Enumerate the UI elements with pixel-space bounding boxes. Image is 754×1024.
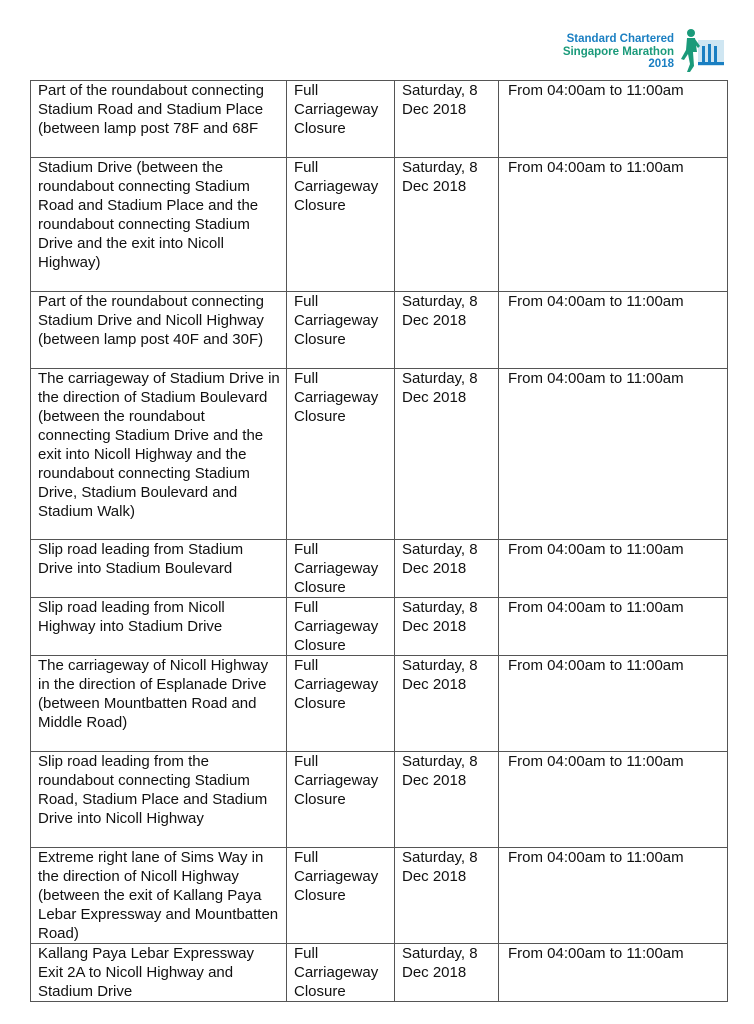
- date-cell: Saturday, 8 Dec 2018: [395, 944, 499, 1002]
- road-cell: The carriageway of Nicoll Highway in the direction of Esplanade Drive (between Mountbatten Road and Middle Road): [31, 656, 287, 752]
- road-cell: Slip road leading from Nicoll Highway into Stadium Drive: [31, 598, 287, 656]
- date-cell: Saturday, 8 Dec 2018: [395, 598, 499, 656]
- time-cell: From 04:00am to 11:00am: [499, 656, 728, 752]
- time-cell: From 04:00am to 11:00am: [499, 81, 728, 158]
- time-cell: From 04:00am to 11:00am: [499, 944, 728, 1002]
- road-cell: Kallang Paya Lebar Expressway Exit 2A to Nicoll Highway and Stadium Drive: [31, 944, 287, 1002]
- table-row: [31, 848, 728, 944]
- date-cell: Saturday, 8 Dec 2018: [395, 369, 499, 540]
- closure-type-cell: Full Carriageway Closure: [287, 158, 395, 292]
- road-cell: Slip road leading from Stadium Drive into Stadium Boulevard: [31, 540, 287, 598]
- runner-icon: [678, 26, 726, 74]
- date-cell: Saturday, 8 Dec 2018: [395, 752, 499, 848]
- road-cell: The carriageway of Stadium Drive in the direction of Stadium Boulevard (between the roundabout connecting Stadium Drive and the exit into Nicoll Highway and the roundabout connecting Stadium Drive, Stadium Boulevard and Stadium Walk): [31, 369, 287, 540]
- road-cell: Part of the roundabout connecting Stadium Drive and Nicoll Highway (between lamp post 40F and 30F): [31, 292, 287, 369]
- time-cell: From 04:00am to 11:00am: [499, 598, 728, 656]
- logo-line-year: 2018: [648, 58, 674, 70]
- table-row: [31, 292, 728, 369]
- table-row: [31, 656, 728, 752]
- table-row: [31, 158, 728, 292]
- table-row: [31, 598, 728, 656]
- road-cell: Extreme right lane of Sims Way in the direction of Nicoll Highway (between the exit of Kallang Paya Lebar Expressway and Mountbatten Road): [31, 848, 287, 944]
- date-cell: Saturday, 8 Dec 2018: [395, 81, 499, 158]
- marathon-logo: [563, 26, 726, 74]
- logo-line-sponsor: Standard Chartered: [566, 33, 674, 45]
- date-cell: Saturday, 8 Dec 2018: [395, 848, 499, 944]
- closure-type-cell: Full Carriageway Closure: [287, 752, 395, 848]
- road-cell: Slip road leading from the roundabout connecting Stadium Road, Stadium Place and Stadium Drive into Nicoll Highway: [31, 752, 287, 848]
- time-cell: From 04:00am to 11:00am: [499, 369, 728, 540]
- closure-type-cell: Full Carriageway Closure: [287, 292, 395, 369]
- closure-type-cell: Full Carriageway Closure: [287, 848, 395, 944]
- table-row: [31, 944, 728, 1002]
- date-cell: Saturday, 8 Dec 2018: [395, 158, 499, 292]
- time-cell: From 04:00am to 11:00am: [499, 158, 728, 292]
- time-cell: From 04:00am to 11:00am: [499, 848, 728, 944]
- table-row: [31, 540, 728, 598]
- table-row: [31, 369, 728, 540]
- closure-type-cell: Full Carriageway Closure: [287, 656, 395, 752]
- road-closure-table: [30, 80, 728, 1002]
- closure-type-cell: Full Carriageway Closure: [287, 598, 395, 656]
- date-cell: Saturday, 8 Dec 2018: [395, 292, 499, 369]
- logo-text: [563, 33, 674, 71]
- date-cell: Saturday, 8 Dec 2018: [395, 540, 499, 598]
- closure-type-cell: Full Carriageway Closure: [287, 944, 395, 1002]
- closure-rows: [31, 81, 728, 1002]
- table-row: [31, 81, 728, 158]
- logo-line-event: Singapore Marathon: [562, 45, 674, 58]
- time-cell: From 04:00am to 11:00am: [499, 292, 728, 369]
- road-cell: Part of the roundabout connecting Stadium Road and Stadium Place (between lamp post 78F and 68F: [31, 81, 287, 158]
- road-cell: Stadium Drive (between the roundabout connecting Stadium Road and Stadium Place and the roundabout connecting Stadium Drive and the exit into Nicoll Highway): [31, 158, 287, 292]
- time-cell: From 04:00am to 11:00am: [499, 752, 728, 848]
- date-cell: Saturday, 8 Dec 2018: [395, 656, 499, 752]
- time-cell: From 04:00am to 11:00am: [499, 540, 728, 598]
- closure-type-cell: Full Carriageway Closure: [287, 369, 395, 540]
- table-row: [31, 752, 728, 848]
- closure-type-cell: Full Carriageway Closure: [287, 81, 395, 158]
- closure-type-cell: Full Carriageway Closure: [287, 540, 395, 598]
